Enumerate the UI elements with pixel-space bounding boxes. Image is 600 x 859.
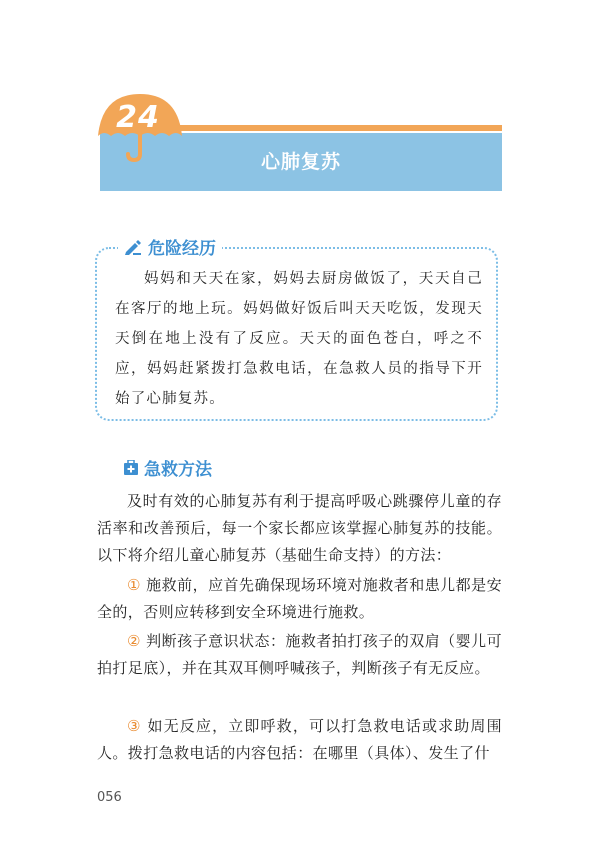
medical-kit-icon: [124, 460, 138, 475]
chapter-number: 24: [116, 100, 160, 135]
first-aid-header: [124, 455, 212, 480]
danger-experience-header: [118, 234, 222, 259]
pencil-icon: [124, 239, 142, 255]
page-number: 056: [97, 790, 122, 805]
first-aid-title: 急救方法: [144, 460, 212, 480]
first-aid-intro: 及时有效的心肺复苏有利于提高呼吸心跳骤停儿童的存活率和改善预后，每一个家长都应该掌握心肺复苏的技能。以下将介绍儿童心肺复苏（基础生命支持）的方法：: [97, 492, 502, 564]
first-aid-step-2: [97, 628, 502, 682]
step-number: ①: [127, 576, 141, 594]
step-text: 判断孩子意识状态：施救者拍打孩子的双肩（婴儿可拍打足底），并在其双耳侧呼喊孩子，判断孩子有无反应。: [97, 632, 502, 677]
step-text: 施救前，应首先确保现场环境对施救者和患儿都是安全的，否则应转移到安全环境进行施救。: [97, 576, 502, 621]
danger-experience-text: 妈妈和天天在家，妈妈去厨房做饭了，天天自己在客厅的地上玩。妈妈做好饭后叫天天吃饭，发现天天倒在地上没有了反应。天天的面色苍白，呼之不应，妈妈赶紧拨打急救电话，在急救人员的指导下开始了心肺复苏。: [115, 271, 483, 407]
step-number: ③: [127, 717, 142, 735]
first-aid-step-1: [97, 572, 502, 626]
first-aid-step-3: [97, 713, 502, 767]
step-text: 如无反应，立即呼救，可以打急救电话或求助周围人。拨打急救电话的内容包括：在哪里（具体）、发生了什: [97, 717, 502, 762]
step-number: ②: [127, 632, 141, 650]
danger-experience-title: 危险经历: [148, 239, 216, 259]
chapter-orange-rule: [175, 125, 502, 131]
chapter-title: 心肺复苏: [260, 151, 341, 173]
